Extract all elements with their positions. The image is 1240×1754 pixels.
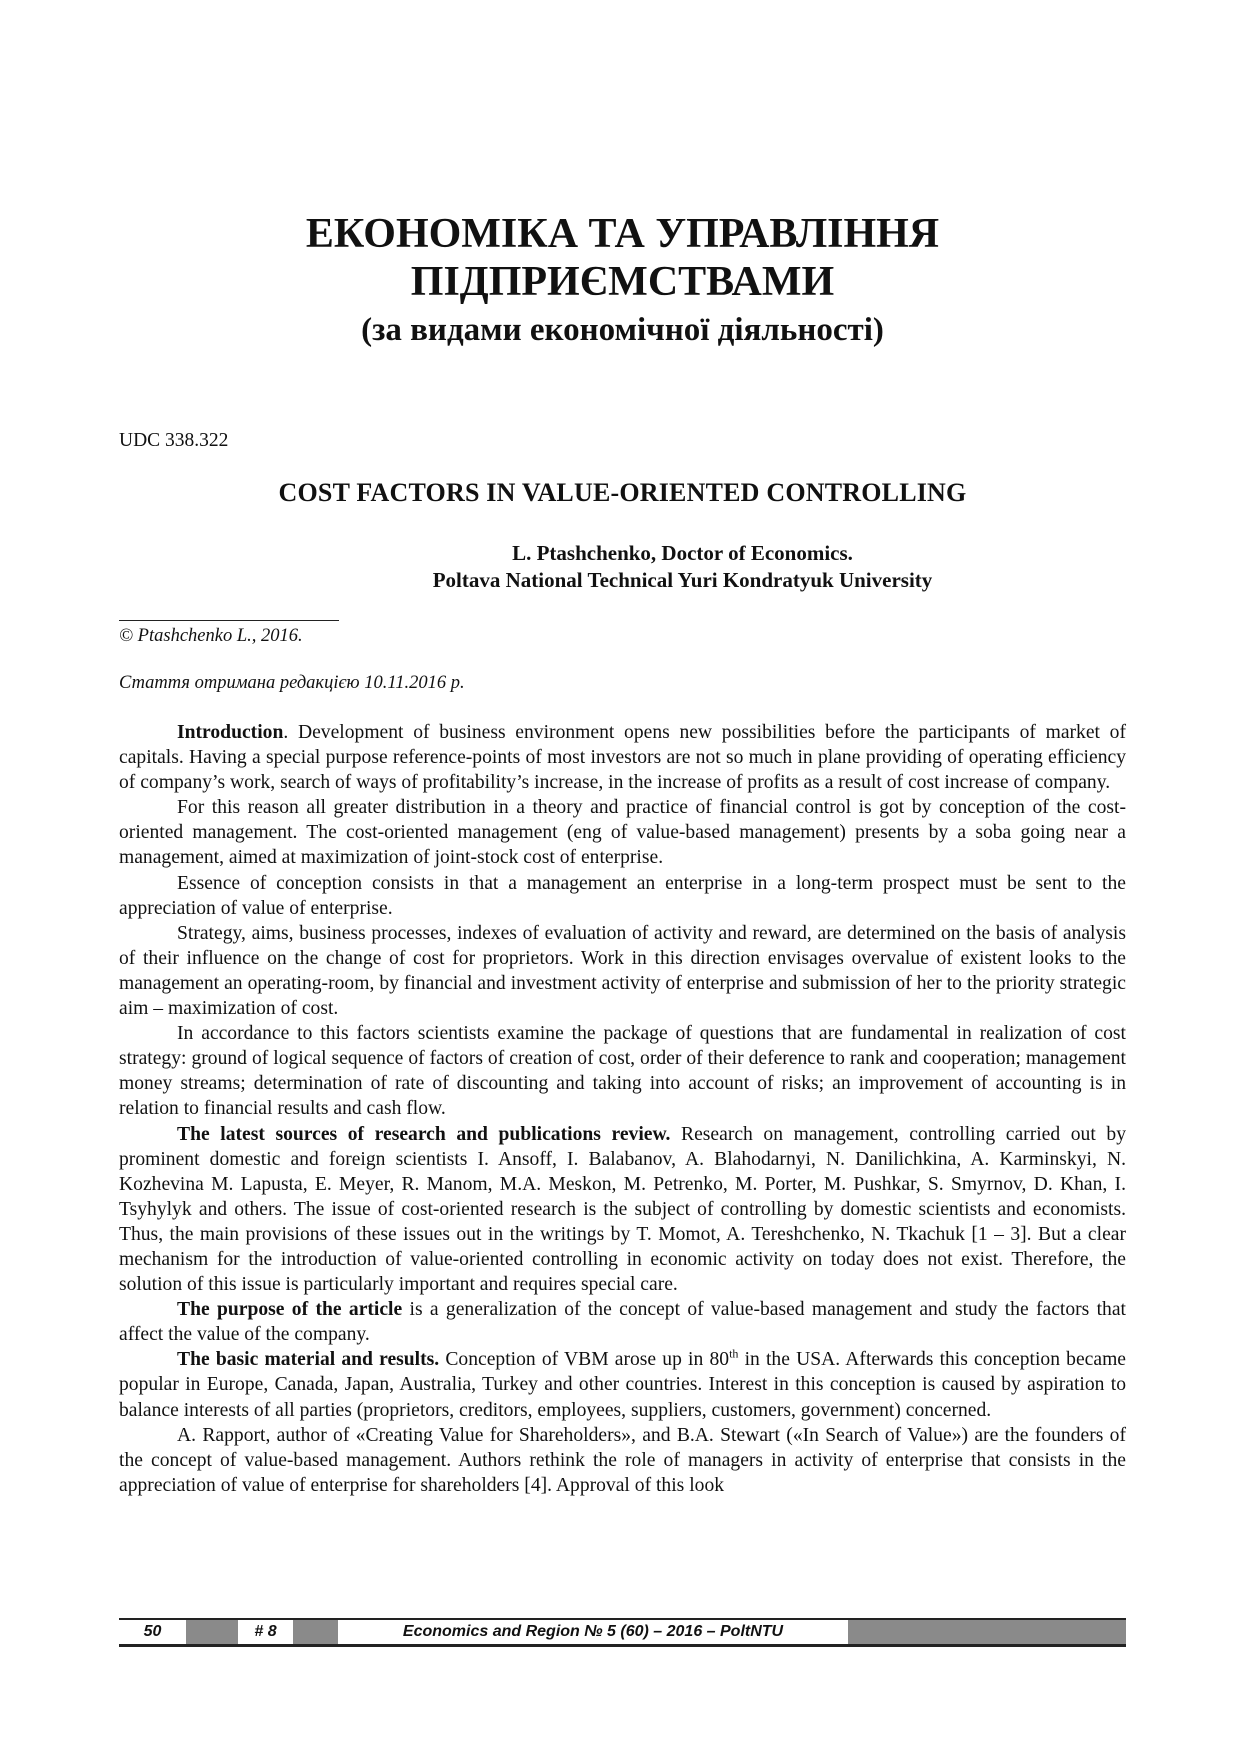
copyright-note: © Ptashchenko L., 2016.: [119, 626, 303, 646]
footer-gray-block: [848, 1620, 1126, 1644]
paragraph-text: A. Rapport, author of «Creating Value for Shareholders», and B.A. Stewart («In Search of Value») are the founders of the concept of value-based management. Authors rethink the role of managers in activity of enterprise that consists in the appreciation of value of enterprise for shareholders [4]. Approval of this look: [119, 1424, 1126, 1496]
author-block: [119, 540, 1126, 594]
paragraph: [119, 1347, 1126, 1422]
journal-page: [119, 0, 1126, 1754]
paragraph-text: . Development of business environment opens new possibilities before the participants of market of capitals. Having a special purpose reference-points of most investors are not so much in plane providing of operating efficiency of company’s work, search of ways of profitability’s increase, in the increase of profits as a result of cost increase of company.: [119, 722, 1126, 794]
paragraph-lead: Introduction: [177, 722, 284, 743]
paragraph: [119, 1021, 1126, 1121]
paragraph-text: Research on management, controlling carried out by prominent domestic and foreign scientists I. Ansoff, I. Balabanov, A. Blahodarnyi, N. Danilichkina, A. Karminskyi, N. Kozhevina M. Lapusta, E. Meyer, R. Manom, M.A. Meskon, M. Petrenko, M. Porter, M. Pushkar, S. Smyrnov, D. Khan, I. Tsyhylyk and others. The issue of cost-oriented research is the subject of controlling by domestic scientists and economists. Thus, the main provisions of these issues out in the writings by T. Momot, A. Tereshchenko, N. Tkachuk [1 – 3]. But a clear mechanism for the introduction of value-oriented controlling in economic activity on today does not exist. Therefore, the solution of this issue is particularly important and requires special care.: [119, 1123, 1126, 1296]
paragraph-lead: The purpose of the article: [177, 1299, 403, 1321]
footer-journal: Economics and Region № 5 (60) – 2016 – PoltNTU: [338, 1620, 848, 1644]
paragraph: [119, 1122, 1126, 1298]
paragraph: [119, 871, 1126, 921]
received-date-note: Стаття отримана редакцією 10.11.2016 р.: [119, 673, 465, 693]
paragraph: [119, 921, 1126, 1021]
paragraph: [119, 1423, 1126, 1498]
section-subtitle: (за видами економічної діяльності): [361, 312, 884, 348]
udc-code: UDC 338.322: [119, 430, 229, 451]
paragraph: [119, 795, 1126, 870]
paragraph: [119, 1297, 1126, 1347]
superscript: th: [729, 1346, 739, 1361]
paragraph-text: Strategy, aims, business processes, indexes of evaluation of activity and reward, are determined on the basis of analysis of their influence on the change of cost for proprietors. Work in this direction envisages overvalue of existent looks to the management an operating-room, by financial and investment activity of enterprise and submission of her to the priority strategic aim – maximization of cost.: [119, 922, 1126, 1020]
article-title: COST FACTORS IN VALUE-ORIENTED CONTROLLING: [278, 478, 967, 507]
paragraph-text: Essence of conception consists in that a management an enterprise in a long-term prospect must be sent to the appreciation of value of enterprise.: [119, 872, 1126, 919]
paragraph-lead: The basic material and results.: [177, 1349, 440, 1371]
footer-page-number: 50: [119, 1620, 186, 1644]
paragraph-text: in the USA. Afterwards this conception became popular in Europe, Canada, Japan, Australia, Turkey and other countries. Interest in this conception is caused by aspiration to balance interests of all parties (proprietors, creditors, employees, suppliers, customers, government) concerned.: [119, 1349, 1127, 1421]
footnote-rule: [119, 620, 339, 621]
paragraph-lead: The latest sources of research and publications review.: [177, 1123, 671, 1145]
page-footer: [119, 1618, 1126, 1647]
section-title-line2: ПІДПРИЄМСТВАМИ: [410, 259, 835, 305]
section-title-line1: ЕКОНОМІКА ТА УПРАВЛІННЯ: [305, 211, 940, 257]
footer-gray-block: [186, 1620, 238, 1644]
paragraph-text: is a generalization of the concept of value-based management and study the factors that affect the value of the company.: [119, 1299, 1126, 1346]
footer-gray-block: [293, 1620, 338, 1644]
footer-issue: # 8: [238, 1620, 293, 1644]
paragraph-text: For this reason all greater distribution in a theory and practice of financial control is got by conception of the cost-oriented management. The cost-oriented management (eng of value-based management) presents by a soba going near a management, aimed at maximization of joint-stock cost of enterprise.: [119, 797, 1126, 869]
author-affiliation: Poltava National Technical Yuri Kondratyuk University: [432, 568, 933, 592]
article-body: [119, 720, 1126, 1498]
paragraph: [119, 720, 1126, 795]
paragraph-text: Conception of VBM arose up in 80: [439, 1349, 730, 1371]
paragraph-text: In accordance to this factors scientists examine the package of questions that are fundamental in realization of cost strategy: ground of logical sequence of factors of creation of cost, order of their deference to rank and cooperation; management money streams; determination of rate of discounting and taking into account of risks; an improvement of accounting is in relation to financial results and cash flow.: [119, 1023, 1126, 1120]
author-name: L. Ptashchenko, Doctor of Economics.: [512, 541, 853, 565]
